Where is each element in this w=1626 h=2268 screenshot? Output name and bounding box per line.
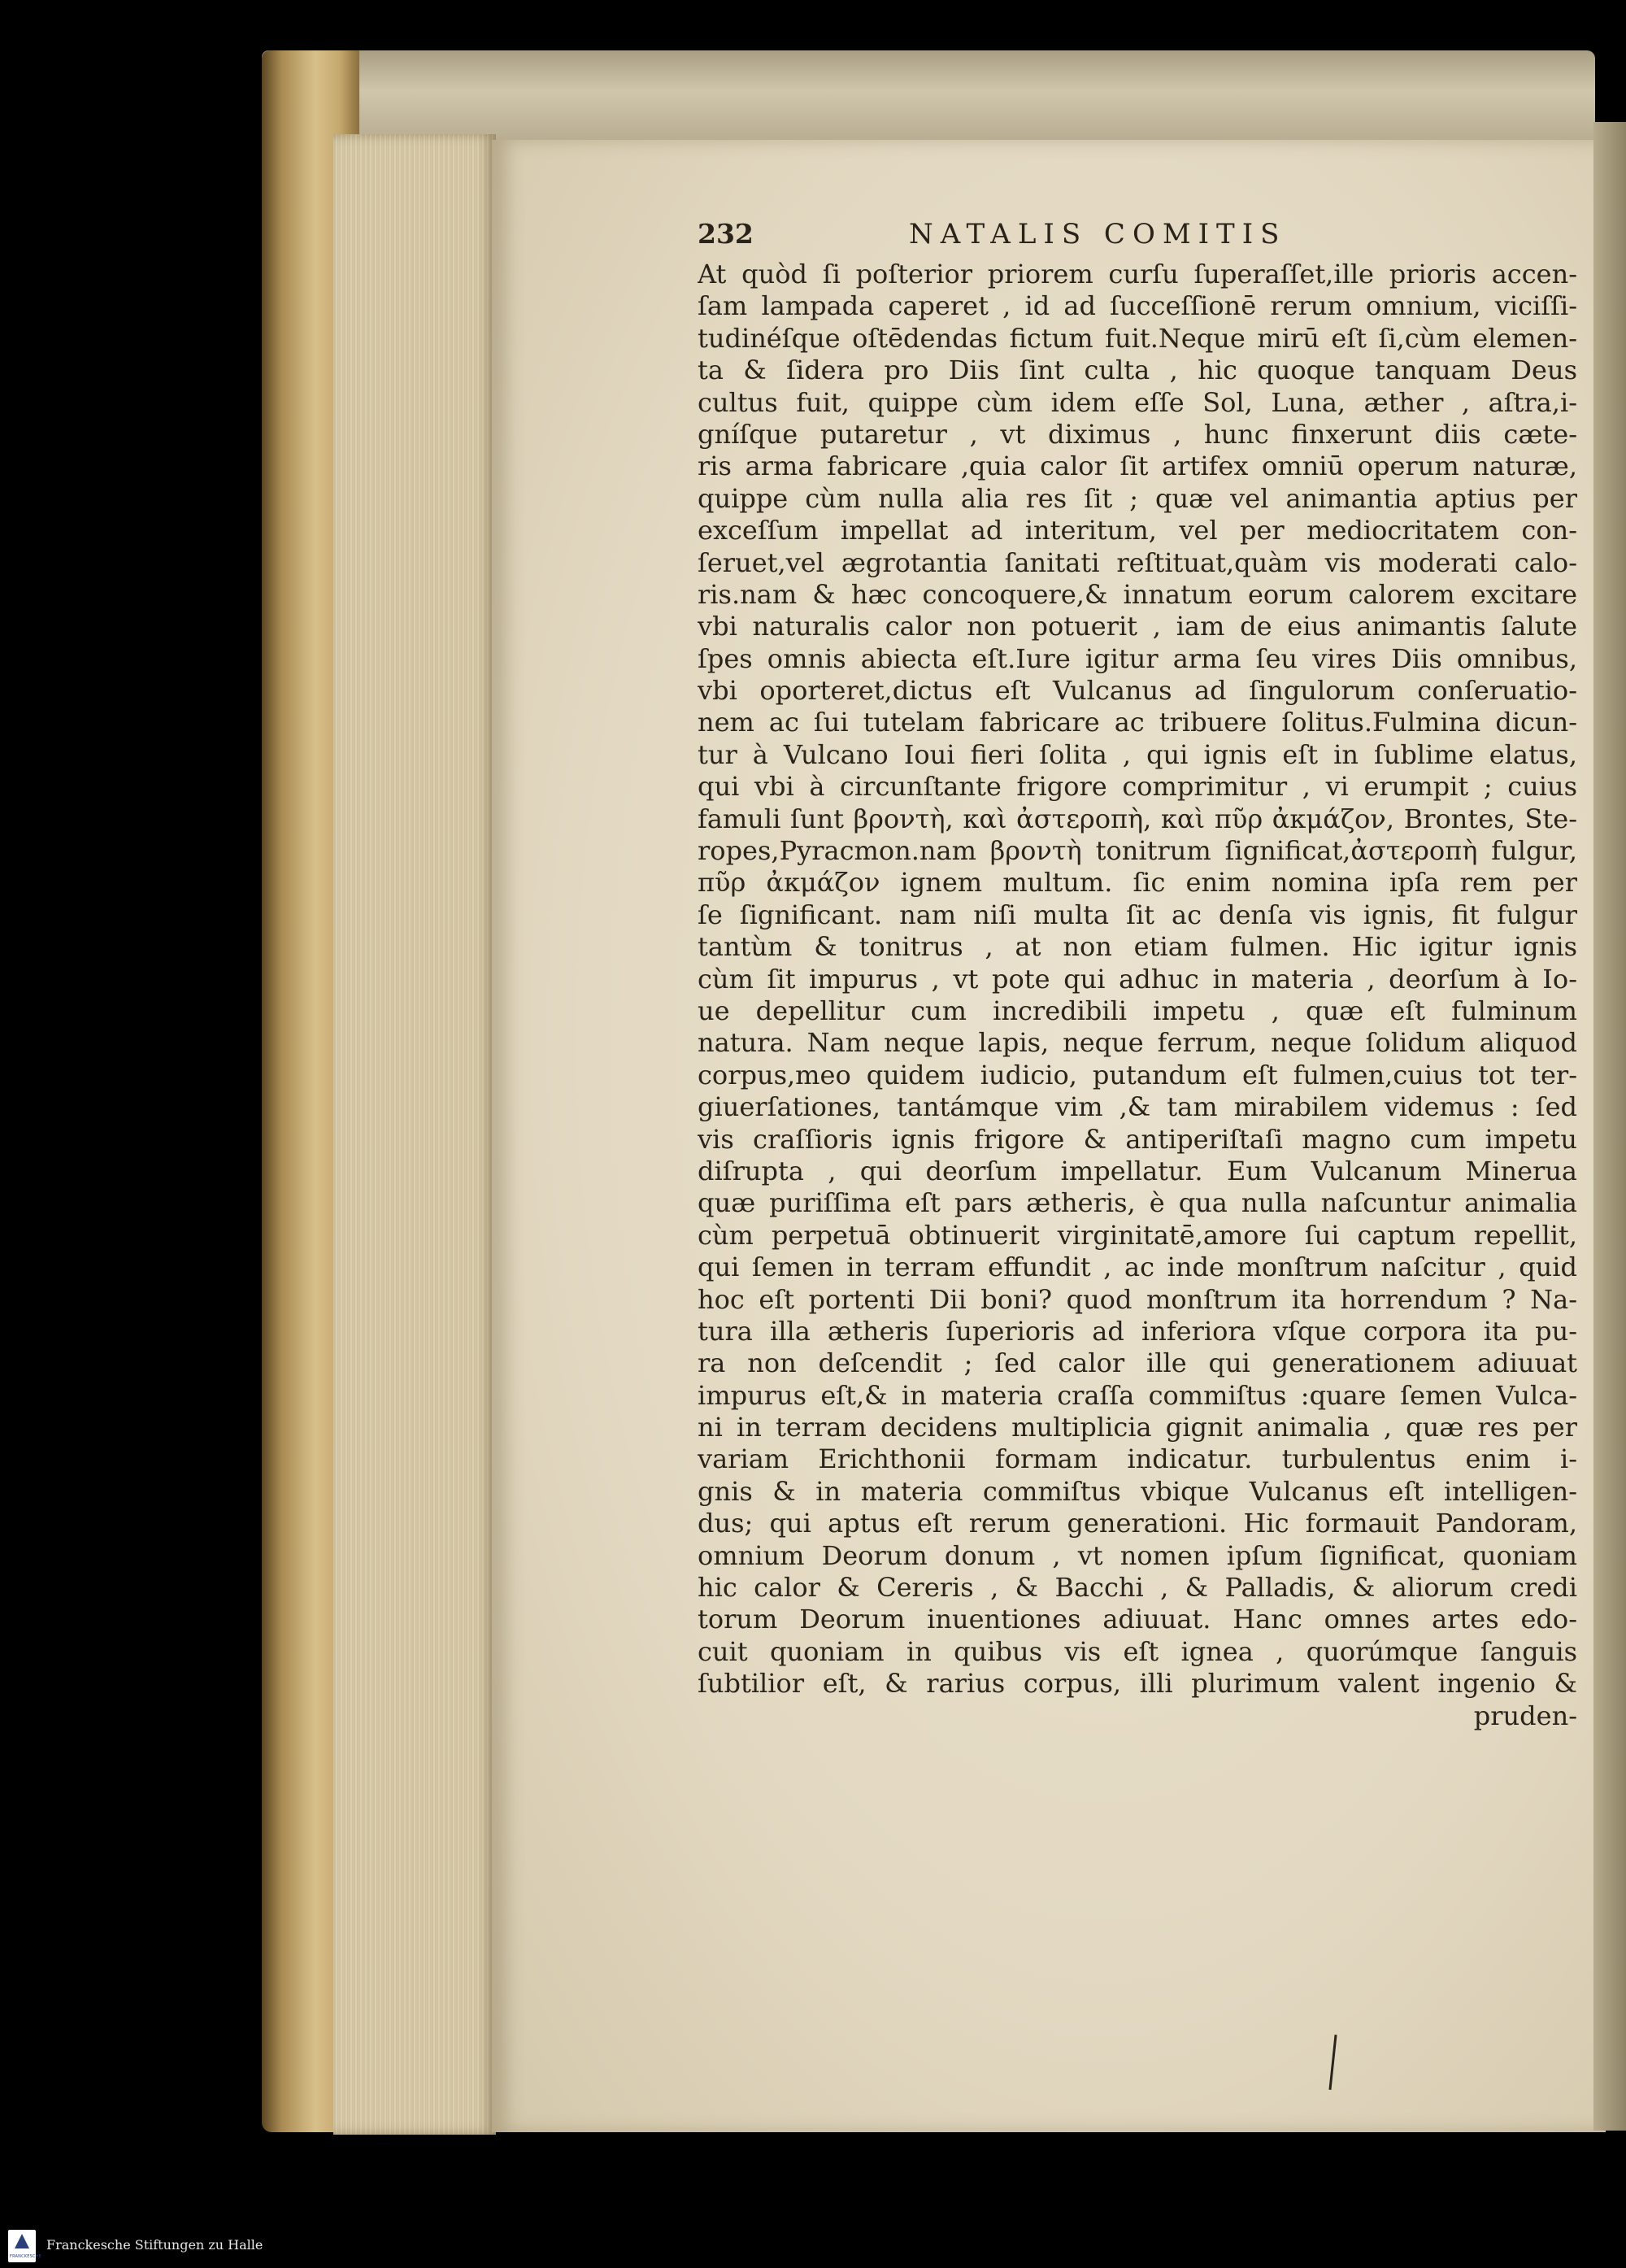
text-line: ſpes omnis abiecta eſt.Iure igitur arma ſeu vires Diis omnibus, (698, 642, 1577, 674)
text-line: ra non deſcendit ; ſed calor ille qui generationem adiuuat (698, 1347, 1577, 1379)
text-line: tur à Vulcano Ioui fieri ſolita , qui ignis eſt in ſublime elatus, (698, 738, 1577, 770)
text-line: hoc eſt portenti Dii boni? quod monſtrum ita horrendum ? Na- (698, 1283, 1577, 1315)
text-line: cuit quoniam in quibus vis eſt ignea , quorúmque ſanguis (698, 1635, 1577, 1667)
text-line: torum Deorum inuentiones adiuuat. Hanc omnes artes edo- (698, 1604, 1577, 1635)
text-line: πῦρ ἀκμάζον ignem multum. ſic enim nomina ipſa rem per (698, 867, 1577, 899)
text-line: ta & ſidera pro Diis ſint culta , hic quoque tanquam Deus (698, 355, 1577, 386)
text-line: vis craſſioris ignis frigore & antiperiſtaſi magno cum impetu (698, 1123, 1577, 1155)
text-line: ris arma fabricare ,quia calor ſit artifex omniū operum naturæ, (698, 451, 1577, 482)
text-line: cultus fuit, quippe cùm idem eſſe Sol, Luna, æther , aſtra,i- (698, 386, 1577, 418)
page-edges (333, 134, 496, 2135)
text-line: hic calor & Cereris , & Bacchi , & Palladis, & aliorum credi (698, 1572, 1577, 1604)
text-line: nem ac ſui tutelam fabricare ac tribuere ſolitus.Fulmina dicun- (698, 707, 1577, 738)
text-line: vbi naturalis calor non potuerit , iam de eius animantis ſalute (698, 611, 1577, 642)
text-line: corpus,meo quidem iudicio, putandum eſt fulmen,cuius tot ter- (698, 1059, 1577, 1090)
text-line: omnium Deorum donum , vt nomen ipſum ſignificat, quoniam (698, 1539, 1577, 1571)
text-line: ni in terram decidens multiplicia gignit animalia , quæ res per (698, 1412, 1577, 1443)
text-line: ropes,Pyracmon.nam βροντὴ tonitrum ſignificat,ἀστεροπὴ fulgur, (698, 835, 1577, 867)
text-line: At quòd ſi poſterior priorem curſu ſuperaſſet,ille prioris accen- (698, 259, 1577, 289)
text-line: giuerſationes, tantámque vim ,& tam mirabilem videmus : ſed (698, 1091, 1577, 1123)
text-line: pruden- (1473, 1700, 1577, 1731)
institution-logo: FRANCKESCHE (8, 2230, 36, 2262)
text-line: cùm ſit impurus , vt pote qui adhuc in materia , deorſum à Io- (698, 963, 1577, 995)
text-line: dus; qui aptus eſt rerum generationi. Hic formauit Pandoram, (698, 1508, 1577, 1539)
text-line: ſeruet,vel ægrotantia ſanitati reſtituat,quàm vis moderati calo- (698, 546, 1577, 578)
text-line: qui ſemen in terram effundit , ac inde monſtrum naſcitur , quid (698, 1252, 1577, 1283)
text-line: vbi oporteret,dictus eſt Vulcanus ad ſingulorum conſeruatio- (698, 675, 1577, 707)
text-line: ris.nam & hæc concoquere,& innatum eorum calorem excitare (698, 578, 1577, 610)
cover-right-edge (1593, 122, 1626, 2131)
text-line: ſam lampada caperet , id ad ſucceſſionē rerum omnium, viciſſi- (698, 290, 1577, 322)
text-line: famuli ſunt βροντὴ, καὶ ἀστεροπὴ, καὶ πῦρ ἀκμάζον, Brontes, Ste- (698, 803, 1577, 834)
text-line: cùm perpetuā obtinuerit virginitatē,amore ſui captum repellit, (698, 1219, 1577, 1251)
body-text (698, 259, 1577, 1732)
text-line: qui vbi à circunſtante frigore comprimitur , vi erumpit ; cuius (698, 771, 1577, 803)
text-line: gníſque putaretur , vt diximus , hunc finxerunt diis cæte- (698, 418, 1577, 450)
cover-top-fold (262, 50, 1595, 140)
page-header (698, 218, 1577, 255)
text-line: ſubtilior eſt, & rarius corpus, illi plurimum valent ingenio & (698, 1668, 1577, 1700)
page-number: 232 (698, 218, 754, 250)
text-line: ſe ſignificant. nam niſi multa ſit ac denſa vis ignis, fit fulgur (698, 899, 1577, 930)
text-line: tura illa ætheris ſuperioris ad inferiora vſque corpora ita pu- (698, 1315, 1577, 1347)
text-block (698, 218, 1577, 1732)
text-line: impurus eſt,& in materia craſſa commiſtus :quare ſemen Vulca- (698, 1379, 1577, 1411)
attribution-text: Franckesche Stiftungen zu Halle (46, 2237, 263, 2253)
text-line: quippe cùm nulla alia res ſit ; quæ vel animantia aptius per (698, 482, 1577, 514)
text-line: tudinéſque oſtēdendas fictum fuit.Neque mirū eſt ſi,cùm elemen- (698, 322, 1577, 354)
text-line: ue depellitur cum incredibili impetu , quæ eſt fulminum (698, 995, 1577, 1026)
text-line: variam Erichthonii formam indicatur. turbulentus enim i- (698, 1443, 1577, 1475)
running-head: NATALIS COMITIS (909, 218, 1287, 250)
text-line: diſrupta , qui deorſum impellatur. Eum Vulcanum Minerua (698, 1155, 1577, 1186)
text-line: exceſſum impellat ad interitum, vel per mediocritatem con- (698, 515, 1577, 546)
text-line: natura. Nam neque lapis, neque ferrum, neque ſolidum aliquod (698, 1027, 1577, 1059)
text-line: gnis & in materia commiſtus vbique Vulcanus eſt intelligen- (698, 1475, 1577, 1507)
text-line: quæ puriſſima eſt pars ætheris, è qua nulla naſcuntur animalia (698, 1187, 1577, 1219)
text-line: tantùm & tonitrus , at non etiam fulmen. Hic igitur ignis (698, 931, 1577, 963)
